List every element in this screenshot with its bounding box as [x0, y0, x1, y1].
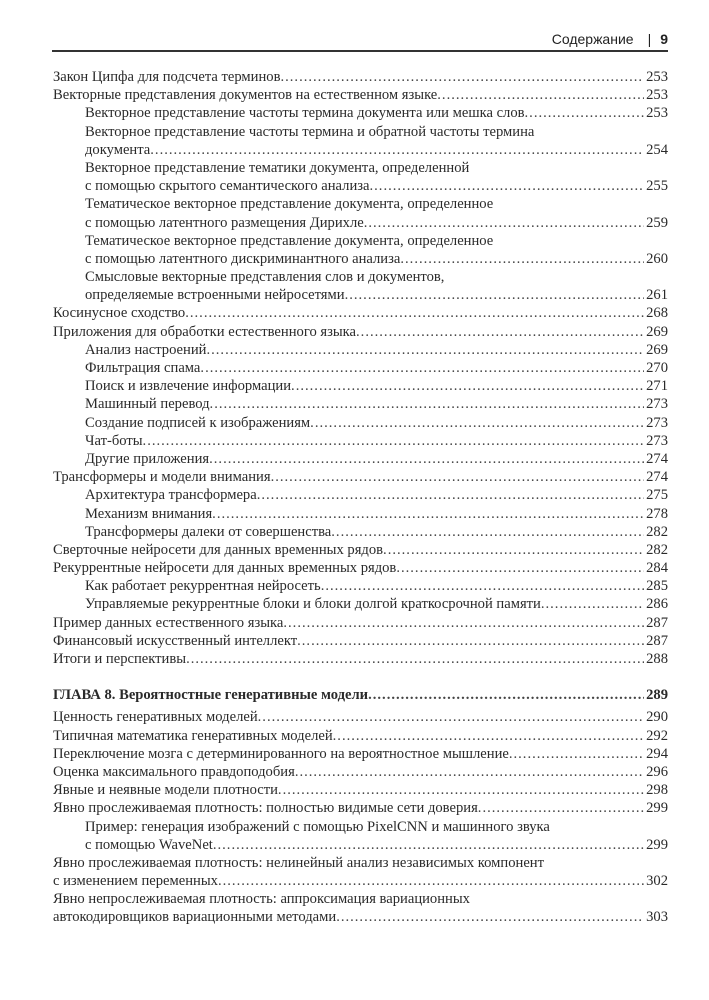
toc-entry-line: [53, 763, 668, 781]
toc-entry-title: Управляемые рекуррентные блоки и блоки долгой краткосрочной памяти: [85, 596, 541, 613]
toc-entry-line: [53, 523, 668, 541]
toc-entry-line: [53, 450, 668, 468]
toc-entry-title: ГЛАВА 8. Вероятностные генеративные модели: [53, 687, 369, 704]
dot-leader: [209, 450, 644, 468]
toc-entry[interactable]: [53, 854, 668, 890]
toc-entry-line: [53, 559, 668, 577]
toc-entry[interactable]: [53, 432, 668, 450]
toc-entry-title: Приложения для обработки естественного языка: [53, 323, 357, 340]
toc-entry[interactable]: [53, 104, 668, 122]
toc-entry-title: определяемые встроенными нейросетями: [85, 287, 345, 304]
toc-page-number: 254: [646, 141, 668, 158]
toc-entry-title: Итоги и перспективы: [53, 651, 187, 667]
toc-entry-line: [53, 377, 668, 395]
dot-leader: [213, 836, 644, 854]
toc-entry-title: документа: [85, 141, 151, 158]
toc-entry-line: [53, 159, 668, 177]
toc-chapter[interactable]: [53, 686, 668, 704]
toc-entry-title: Как работает рекуррентная нейросеть: [85, 578, 321, 595]
dot-leader: [150, 141, 644, 159]
toc-entry[interactable]: [53, 595, 668, 613]
toc-entry[interactable]: [53, 632, 668, 650]
dot-leader: [218, 872, 644, 890]
toc-page-number: 253: [646, 105, 668, 122]
toc-entry[interactable]: [53, 523, 668, 541]
dot-leader: [295, 763, 644, 781]
dot-leader: [336, 908, 644, 926]
toc-entry-line: [53, 304, 668, 322]
toc-page-number: 298: [646, 782, 668, 799]
dot-leader: [283, 614, 644, 632]
toc-page-number: 287: [646, 632, 668, 649]
toc-entry[interactable]: [53, 232, 668, 268]
toc-entry[interactable]: [53, 559, 668, 577]
toc-entry-line: [53, 908, 668, 926]
toc-page-number: 290: [646, 709, 668, 726]
toc-entry-title: Трансформеры далеки от совершенства: [85, 523, 332, 540]
toc-page-number: 292: [646, 727, 668, 744]
toc-entry-title: Типичная математика генеративных моделей: [53, 727, 333, 744]
toc-page-number: 259: [646, 214, 668, 231]
dot-leader: [383, 541, 644, 559]
toc-page-number: 282: [646, 523, 668, 540]
toc-entry[interactable]: [53, 890, 668, 926]
toc-entry-line: [53, 799, 668, 817]
toc-page-number: 278: [646, 505, 668, 522]
toc-page-number: 260: [646, 250, 668, 267]
toc-entry[interactable]: [53, 614, 668, 632]
toc-entry-line: [53, 505, 668, 523]
toc-page-number: 269: [646, 323, 668, 340]
toc-entry-line: [53, 727, 668, 745]
toc-entry-title: Анализ настроений: [85, 341, 207, 358]
toc-entry-title: Поиск и извлечение информации: [85, 378, 292, 395]
toc-page-number: 294: [646, 745, 668, 762]
toc-entry-title: Архитектура трансформера: [85, 487, 257, 504]
dot-leader: [437, 86, 644, 104]
toc-entry-line: [53, 414, 668, 432]
toc-entry-line: [53, 341, 668, 359]
toc-page-number: 273: [646, 396, 668, 413]
toc-entry[interactable]: [53, 395, 668, 413]
toc-page-number: 303: [646, 909, 668, 926]
toc-page-number: 288: [646, 651, 668, 667]
dot-leader: [212, 505, 644, 523]
toc-entry-line: [53, 745, 668, 763]
toc-entry-title: Чат-боты: [85, 432, 143, 449]
toc-page-number: 274: [646, 469, 668, 486]
dot-leader: [185, 304, 644, 322]
toc-entry-line: [53, 781, 668, 799]
toc-page-number: 268: [646, 305, 668, 322]
toc-entry[interactable]: [53, 195, 668, 231]
dot-leader: [271, 468, 645, 486]
toc-entry-line: [53, 104, 668, 122]
toc-entry-line: [53, 541, 668, 559]
toc-entry[interactable]: [53, 745, 668, 763]
dot-leader: [331, 523, 644, 541]
dot-leader: [258, 708, 644, 726]
dot-leader: [206, 341, 644, 359]
toc-entry-title: автокодировщиков вариационными методами: [53, 909, 337, 926]
toc-page-number: 253: [646, 87, 668, 104]
toc-entry-title: с помощью WaveNet: [85, 836, 213, 853]
toc-page-number: 284: [646, 560, 668, 577]
dot-leader: [210, 395, 645, 413]
toc-entry-line: [53, 195, 668, 213]
toc-entry-title: Фильтрация спама: [85, 360, 201, 376]
dot-leader: [333, 727, 644, 745]
toc-entry-line: [53, 708, 668, 726]
toc-entry-title: Векторное представление тематики документа, определенной: [85, 159, 470, 176]
toc-entry-line: [53, 323, 668, 341]
toc-page-number: 302: [646, 873, 668, 890]
toc-entry-line: [53, 232, 668, 250]
toc-entry-title: Тематическое векторное представление документа, определенное: [85, 232, 494, 249]
toc-entry-line: [53, 854, 668, 872]
toc-entry-title: Другие приложения: [85, 450, 210, 467]
toc-entry-title: Пример данных естественного языка: [53, 614, 284, 631]
toc-entry-title: Векторное представление частоты термина и обратной частоты термина: [85, 123, 535, 140]
toc-page-number: 287: [646, 614, 668, 631]
toc-page-number: 273: [646, 432, 668, 449]
toc-page-number: 270: [646, 360, 668, 376]
toc-page-number: 255: [646, 178, 668, 195]
toc-entry-title: Смысловые векторные представления слов и документов,: [85, 269, 445, 286]
toc-entry-line: [53, 214, 668, 232]
toc-entry-title: Закон Ципфа для подсчета терминов: [53, 69, 281, 85]
dot-leader: [396, 559, 644, 577]
toc-page-number: 253: [646, 69, 668, 85]
toc-entry[interactable]: [53, 577, 668, 595]
toc-page-number: 275: [646, 487, 668, 504]
page-number: 9: [660, 31, 668, 47]
toc-entry[interactable]: [53, 359, 668, 377]
toc-entry-title: Механизм внимания: [85, 505, 213, 522]
toc-entry-line: [53, 359, 668, 377]
toc-entry[interactable]: [53, 68, 668, 86]
dot-leader: [291, 377, 644, 395]
toc-page-number: 269: [646, 341, 668, 358]
dot-leader: [257, 486, 644, 504]
dot-leader: [370, 177, 645, 195]
toc-entry-title: с изменением переменных: [53, 873, 218, 890]
dot-leader: [368, 686, 644, 704]
toc-entry[interactable]: [53, 468, 668, 486]
section-title: Содержание: [551, 31, 634, 47]
toc-entry-title: Финансовый искусственный интеллект: [53, 632, 298, 649]
toc-entry-line: [53, 650, 668, 668]
toc-entry[interactable]: [53, 818, 668, 854]
dot-leader: [509, 745, 644, 763]
toc-page-number: 271: [646, 378, 668, 395]
dot-leader: [200, 359, 644, 377]
toc-entry-title: Переключение мозга с детерминированного на вероятностное мышление: [53, 745, 509, 762]
toc-entry[interactable]: [53, 505, 668, 523]
toc-entry[interactable]: [53, 414, 668, 432]
toc-entry-title: Косинусное сходство: [53, 305, 186, 322]
toc-entry[interactable]: [53, 781, 668, 799]
table-of-contents: [53, 68, 668, 927]
dot-leader: [310, 414, 644, 432]
toc-page-number: 273: [646, 414, 668, 431]
toc-page-number: 261: [646, 287, 668, 304]
dot-leader: [297, 632, 644, 650]
toc-page-number: 282: [646, 541, 668, 558]
toc-entry-line: [53, 836, 668, 854]
toc-page-number: 285: [646, 578, 668, 595]
toc-entry-line: [53, 686, 668, 704]
toc-entry-title: с помощью скрытого семантического анализа: [85, 178, 370, 195]
toc-entry-title: Сверточные нейросети для данных временных рядов: [53, 541, 384, 558]
header-separator: |: [647, 31, 652, 47]
toc-entry[interactable]: [53, 799, 668, 817]
toc-entry-line: [53, 632, 668, 650]
dot-leader: [278, 781, 644, 799]
toc-entry-line: [53, 268, 668, 286]
toc-entry-line: [53, 432, 668, 450]
toc-entry[interactable]: [53, 650, 668, 668]
toc-entry[interactable]: [53, 86, 668, 104]
toc-entry-title: с помощью латентного размещения Дирихле: [85, 214, 364, 231]
toc-entry-line: [53, 577, 668, 595]
toc-entry-line: [53, 818, 668, 836]
toc-entry[interactable]: [53, 486, 668, 504]
toc-entry-line: [53, 395, 668, 413]
toc-entry[interactable]: [53, 159, 668, 195]
toc-entry-title: Векторные представления документов на естественном языке: [53, 87, 438, 104]
toc-entry-line: [53, 614, 668, 632]
dot-leader: [364, 214, 644, 232]
toc-entry-title: Явно непрослеживаемая плотность: аппроксимация вариационных: [53, 891, 470, 908]
toc-entry-line: [53, 890, 668, 908]
toc-entry-title: Явные и неявные модели плотности: [53, 782, 278, 799]
toc-entry[interactable]: [53, 450, 668, 468]
dot-leader: [541, 595, 644, 613]
toc-page-number: 299: [646, 800, 668, 817]
toc-entry[interactable]: [53, 708, 668, 726]
toc-entry-line: [53, 595, 668, 613]
toc-entry-title: Тематическое векторное представление документа, определенное: [85, 196, 494, 213]
dot-leader: [525, 104, 645, 122]
toc-page-number: 299: [646, 836, 668, 853]
toc-entry-title: Пример: генерация изображений с помощью PixelCNN и машинного звука: [85, 818, 550, 835]
toc-entry-title: с помощью латентного дискриминантного анализа: [85, 250, 401, 267]
toc-entry-title: Рекуррентные нейросети для данных временных рядов: [53, 560, 397, 577]
toc-entry-title: Создание подписей к изображениям: [85, 414, 311, 431]
toc-entry-line: [53, 68, 668, 86]
toc-entry-line: [53, 141, 668, 159]
toc-entry-title: Ценность генеративных моделей: [53, 709, 258, 726]
toc-entry-line: [53, 177, 668, 195]
toc-entry-line: [53, 123, 668, 141]
running-header: [52, 31, 668, 52]
dot-leader: [400, 250, 644, 268]
toc-entry[interactable]: [53, 377, 668, 395]
toc-entry[interactable]: [53, 727, 668, 745]
toc-entry[interactable]: [53, 304, 668, 322]
toc-entry-title: Векторное представление частоты термина документа или мешка слов: [85, 105, 525, 122]
toc-entry-line: [53, 468, 668, 486]
toc-page-number: 296: [646, 763, 668, 780]
dot-leader: [280, 68, 644, 86]
toc-entry[interactable]: [53, 323, 668, 341]
dot-leader: [478, 799, 644, 817]
toc-page-number: 274: [646, 450, 668, 467]
dot-leader: [143, 432, 645, 450]
toc-entry[interactable]: [53, 341, 668, 359]
dot-leader: [345, 286, 645, 304]
toc-entry-title: Машинный перевод: [85, 396, 210, 413]
dot-leader: [186, 650, 644, 668]
toc-entry-title: Оценка максимального правдоподобия: [53, 763, 295, 780]
toc-entry[interactable]: [53, 268, 668, 304]
toc-entry[interactable]: [53, 123, 668, 159]
toc-entry-line: [53, 86, 668, 104]
toc-entry-title: Трансформеры и модели внимания: [53, 469, 271, 486]
toc-entry[interactable]: [53, 541, 668, 559]
toc-page-number: 286: [646, 596, 668, 613]
toc-entry-title: Явно прослеживаемая плотность: полностью видимые сети доверия: [53, 800, 478, 817]
toc-entry[interactable]: [53, 763, 668, 781]
dot-leader: [356, 323, 644, 341]
toc-page-number: 289: [646, 687, 668, 704]
toc-entry-line: [53, 872, 668, 890]
toc-entry-line: [53, 250, 668, 268]
dot-leader: [321, 577, 644, 595]
toc-entry-title: Явно прослеживаемая плотность: нелинейный анализ независимых компонент: [53, 854, 544, 871]
toc-entry-line: [53, 286, 668, 304]
toc-entry-line: [53, 486, 668, 504]
